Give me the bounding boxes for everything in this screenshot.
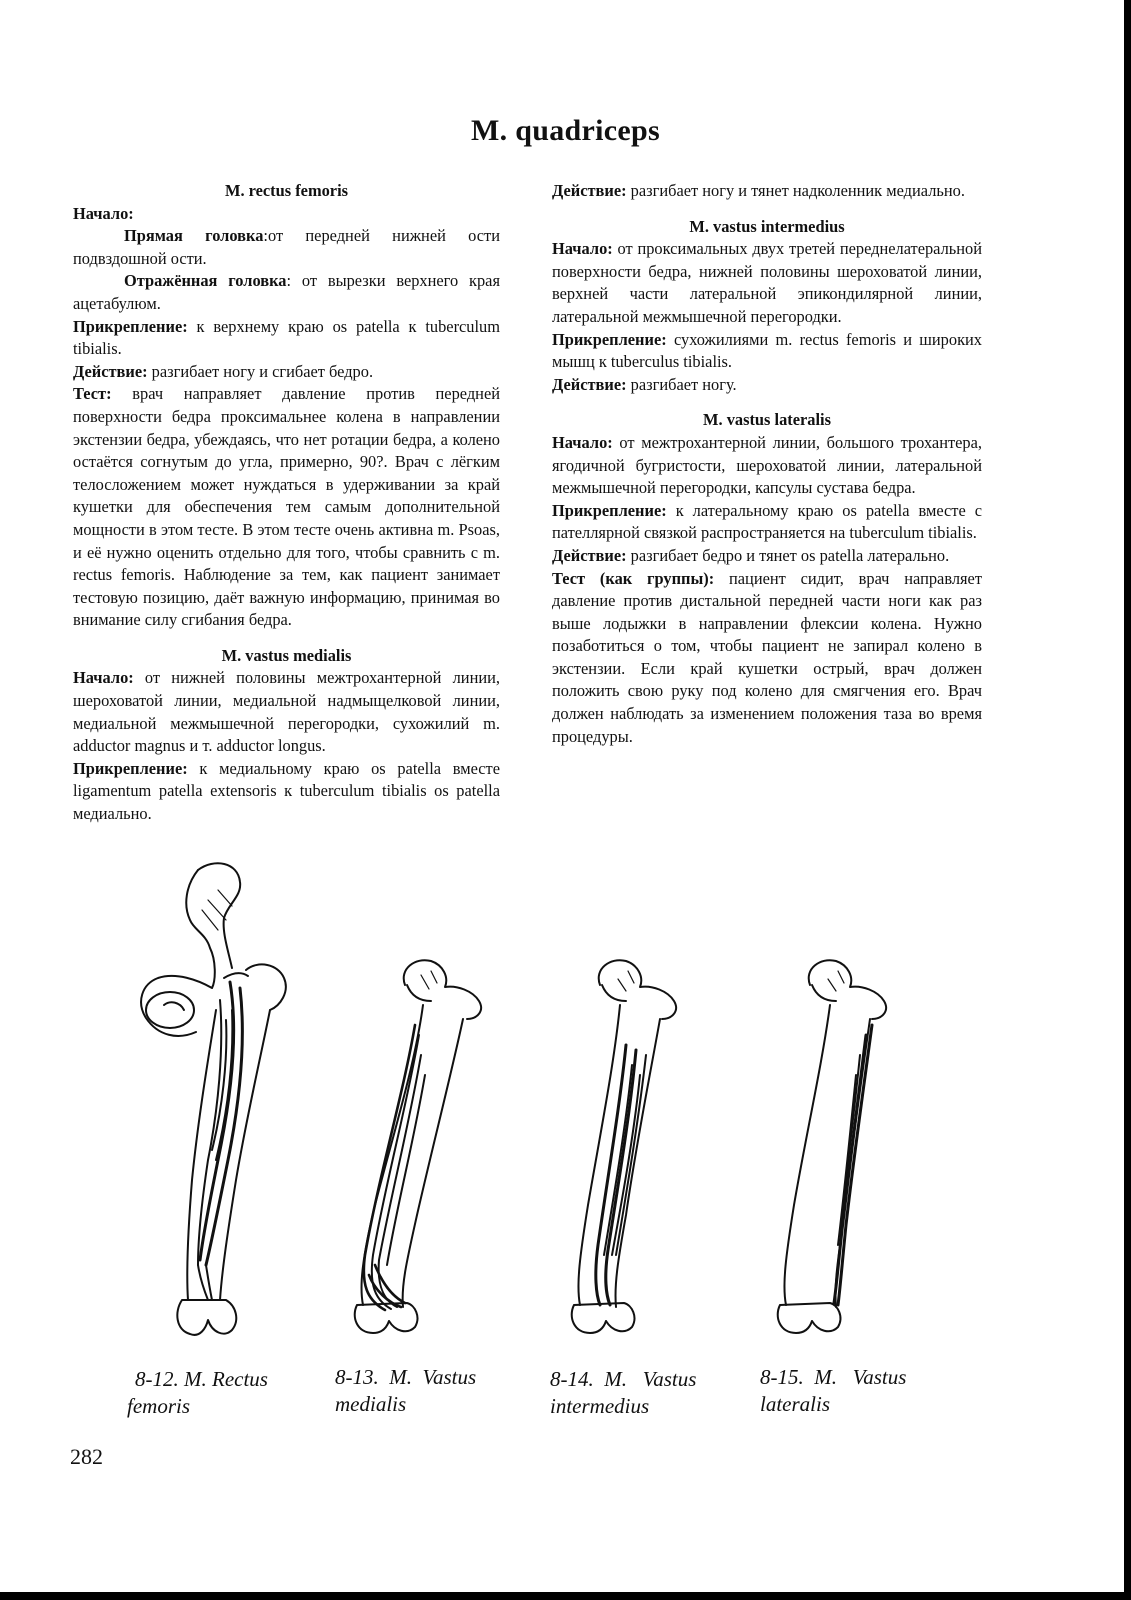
vastus-intermedius-origin: Начало: от проксимальных двух третей переднелатеральной поверхности бедра, нижней половины шероховатой линии, верхней части латеральной эпикондилярной линии, латеральной межмышечной перегородки. <box>552 239 982 326</box>
vastus-medialis-origin: Начало: от нижней половины межтрохантерной линии, шероховатой линии, медиальной надмыщелковой линии, медиальной межмышечной перегородки, сухожилий m. adductor magnus и т. adductor longus. <box>73 668 500 756</box>
caption-figure-8-12: 8-12. M. Rectus femoris <box>127 1367 268 1418</box>
page-title: M. quadriceps <box>471 114 660 147</box>
vastus-intermedius-action: Действие: разгибает ногу. <box>552 374 737 394</box>
vastus-medialis-heading: M. vastus medialis <box>221 645 352 665</box>
rectus-femoris-test: Тест: врач направляет давление против передней поверхности бедра проксимальнее колена в направлении экстензии бедра, убеждаясь, что нет ротации бедра, а колено остаётся согнутым до угла, примерно, 90?. Врач с лёгким телосложением может нуждаться в удерживании за край кушетки для обеспечения тем самым дополнительной мощности в этом тесте. В этом тесте очень активна m. Psoas, и её нужно оценить отдельно для того, чтобы сравнить с m. rectus femoris. Наблюдение за тем, как пациент занимает тестовую позицию, даёт важную информацию, принимая во внимание силу сгибания бедра. <box>73 384 500 630</box>
vastus-lateralis-heading: M. vastus lateralis <box>703 410 831 430</box>
scan-edge-right <box>1124 0 1131 1600</box>
rectus-femoris-direct-head: Прямая головка:от передней нижней ости подвздошной ости. <box>73 226 500 268</box>
figure-vastus-medialis <box>345 955 505 1340</box>
vastus-intermedius-insertion: Прикрепление: сухожилиями m. rectus femoris и широких мышц к tuberculus tibialis. <box>552 329 982 372</box>
caption-figure-8-13: 8-13. M. Vastus medialis <box>335 1365 477 1416</box>
figure-rectus-femoris <box>128 860 318 1340</box>
rectus-femoris-heading: M. rectus femoris <box>224 181 349 200</box>
figure-vastus-lateralis <box>760 955 920 1340</box>
page-number: 282 <box>70 1444 103 1469</box>
rectus-femoris-origin-label: Начало: <box>73 203 134 223</box>
vastus-lateralis-action: Действие: разгибает бедро и тянет os patella латерально. <box>552 545 950 565</box>
vastus-medialis-action: Действие: разгибает ногу и тянет надколенник медиально. <box>552 181 965 200</box>
vastus-medialis-insertion: Прикрепление: к медиальному краю os patella вместе ligamentum patella extensoris к tuberculum tibialis os patella медиально. <box>73 758 500 824</box>
rectus-femoris-insertion: Прикрепление: к верхнему краю os patella к tuberculum tibialis. <box>73 316 500 359</box>
caption-figure-8-15: 8-15. M. Vastus lateralis <box>760 1365 907 1416</box>
rectus-femoris-reflected-head: Отражённая головка: от вырезки верхнего края ацетабулюм. <box>73 271 500 313</box>
vastus-lateralis-origin: Начало: от межтрохантерной линии, большого трохантера, ягодичной бугристости, шероховатой линии, латеральной межмышечной перегородки, капсулы сустава бедра. <box>552 432 982 498</box>
scan-edge-bottom <box>0 1592 1131 1600</box>
vastus-intermedius-heading: M. vastus intermedius <box>689 216 845 236</box>
quadriceps-group-test: Тест (как группы): пациент сидит, врач направляет давление против дистальной передней части ноги как раз выше лодыжки в направлении флексии колена. Нужно позаботиться о том, чтобы пациент не запирал колено в экстензии. Если край кушетки острый, врач должен положить свою руку под колено для смягчения его. Врач должен наблюдать за изменением положения таза во время процедуры. <box>552 568 982 746</box>
vastus-lateralis-insertion: Прикрепление: к латеральному краю os patella вместе с пателлярной связкой распространяется на tuberculum tibialis. <box>552 500 982 543</box>
caption-figure-8-14: 8-14. M. Vastus intermedius <box>550 1367 697 1418</box>
right-column <box>552 180 982 748</box>
left-column <box>73 180 500 826</box>
rectus-femoris-action: Действие: разгибает ногу и сгибает бедро. <box>73 361 374 381</box>
figure-vastus-intermedius <box>548 955 708 1340</box>
